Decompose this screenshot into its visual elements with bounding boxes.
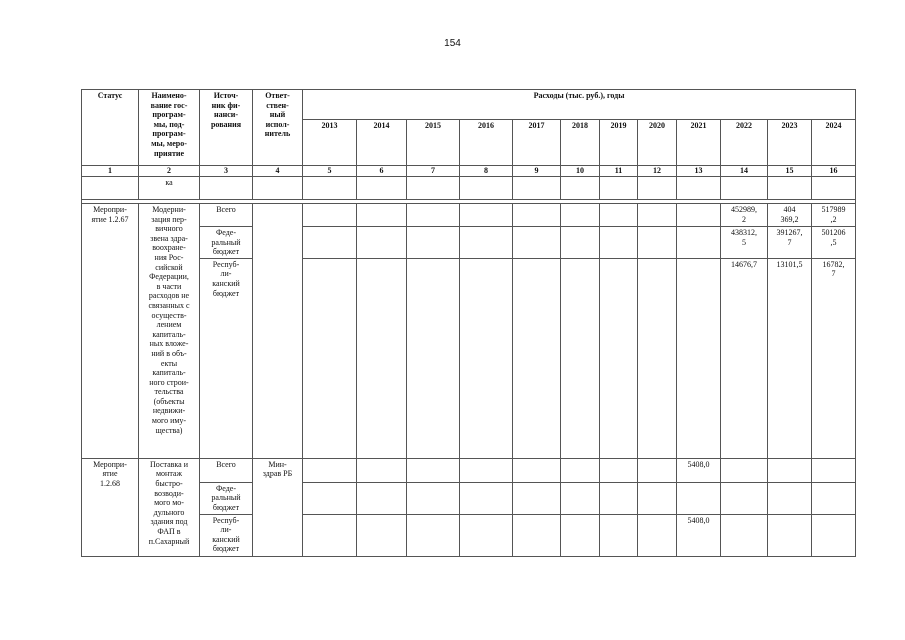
column-number: 8: [460, 166, 513, 177]
year-header: 2020: [638, 120, 677, 166]
column-number: 2: [139, 166, 200, 177]
header-expenses: Расходы (тыс. руб.), годы: [303, 90, 856, 120]
year-header: 2022: [721, 120, 768, 166]
continuation-text: ка: [139, 177, 200, 200]
value-2021: 5408,0: [677, 458, 721, 482]
measure-name: Поставка и монтаж быстро- возводи- мого мо- дульного здания под ФАП в п.Сахарный: [139, 458, 200, 556]
column-number: 3: [200, 166, 253, 177]
column-number: 1: [82, 166, 139, 177]
value-2024: 501206 ,5: [812, 227, 856, 259]
budget-table: [81, 89, 856, 557]
year-header: 2017: [513, 120, 561, 166]
funding-source: Респуб- ли- канский бюджет: [200, 258, 253, 458]
year-header: 2014: [357, 120, 407, 166]
header-row: [82, 90, 856, 120]
header-funding-source: Источ- ник фи- нанси- рования: [200, 90, 253, 166]
value-2023: 13101,5: [768, 258, 812, 458]
measure-status: Меропри- ятие 1.2.68: [82, 458, 139, 556]
year-header: 2024: [812, 120, 856, 166]
measure-name: Модерни- зация пер- вичного звена здра- воохране- ния Рос- сийской Федерации, в части расходов не связанных с осуществ- лением капиталь- ных вложе- ний в объ- екты капиталь- ного строи- тельства (объекты недвижи- мого иму- щества): [139, 204, 200, 459]
year-header: 2021: [677, 120, 721, 166]
measure-executor: Мин- здрав РБ: [253, 458, 303, 556]
funding-source: Всего: [200, 204, 253, 227]
column-number-row: [82, 166, 856, 177]
funding-source: Феде- ральный бюджет: [200, 482, 253, 514]
value-2021: 5408,0: [677, 514, 721, 556]
column-number: 15: [768, 166, 812, 177]
year-header: 2015: [407, 120, 460, 166]
value-2023: 391267, 7: [768, 227, 812, 259]
column-number: 13: [677, 166, 721, 177]
measure-executor: [253, 204, 303, 459]
year-header: 2019: [600, 120, 638, 166]
value-2022: 438312, 5: [721, 227, 768, 259]
year-header: 2016: [460, 120, 513, 166]
column-number: 11: [600, 166, 638, 177]
column-number: 5: [303, 166, 357, 177]
continuation-row: [82, 177, 856, 200]
column-number: 6: [357, 166, 407, 177]
page-number: 154: [444, 38, 461, 49]
value-2023: 404 369,2: [768, 204, 812, 227]
header-executor: Ответ- ствен- ный испол- нитель: [253, 90, 303, 166]
funding-source: Феде- ральный бюджет: [200, 227, 253, 259]
column-number: 9: [513, 166, 561, 177]
year-header: 2023: [768, 120, 812, 166]
column-number: 4: [253, 166, 303, 177]
value-2021: [677, 482, 721, 514]
column-number: 12: [638, 166, 677, 177]
year-header: 2013: [303, 120, 357, 166]
funding-source: Всего: [200, 458, 253, 482]
value-2022: 14676,7: [721, 258, 768, 458]
column-number: 10: [561, 166, 600, 177]
table-row: [82, 204, 856, 227]
measure-status: Меропри- ятие 1.2.67: [82, 204, 139, 459]
value-2024: 517989 ,2: [812, 204, 856, 227]
header-status: Статус: [82, 90, 139, 166]
column-number: 14: [721, 166, 768, 177]
funding-source: Респуб- ли- канский бюджет: [200, 514, 253, 556]
column-number: 7: [407, 166, 460, 177]
value-2024: 16782, 7: [812, 258, 856, 458]
value-2022: 452989, 2: [721, 204, 768, 227]
year-header: 2018: [561, 120, 600, 166]
column-number: 16: [812, 166, 856, 177]
table-row: [82, 458, 856, 482]
header-program-name: Наимено- вание гос- програм- мы, под- програм- мы, меро- приятие: [139, 90, 200, 166]
